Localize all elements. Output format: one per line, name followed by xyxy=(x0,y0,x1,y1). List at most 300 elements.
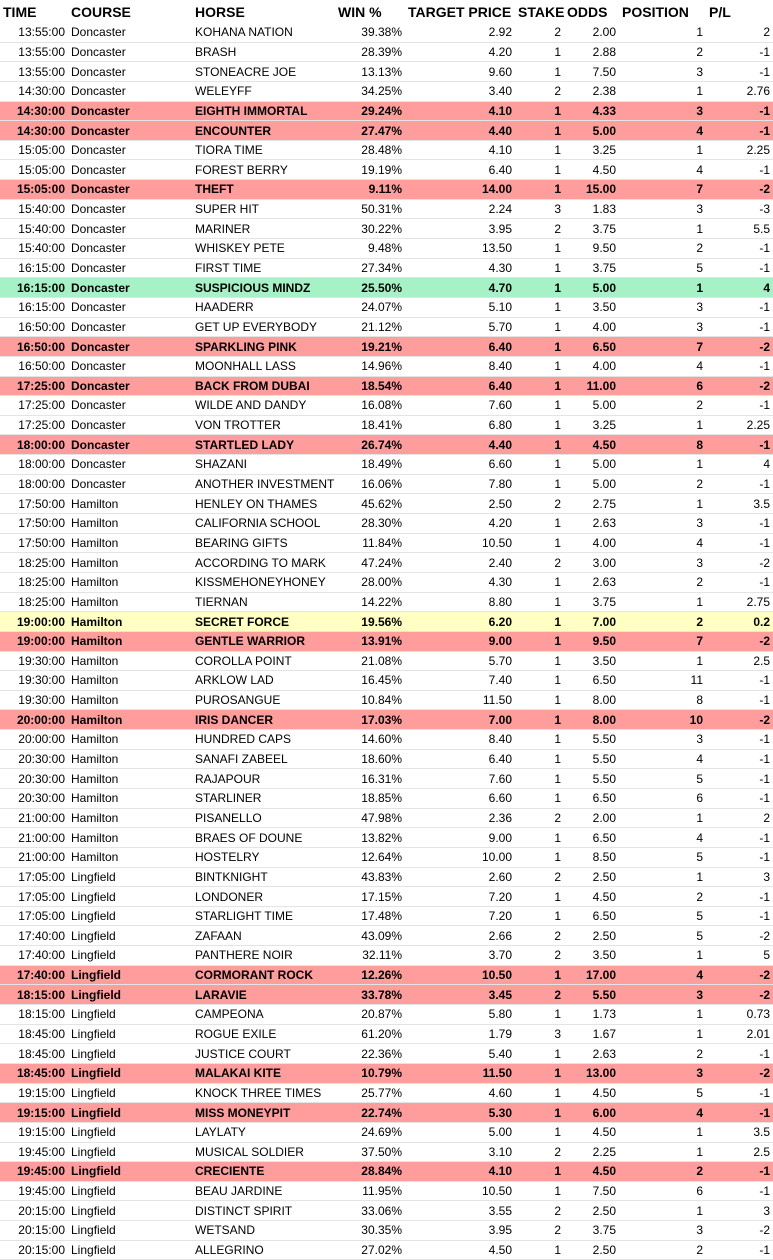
target-price-cell: 3.45 xyxy=(488,987,512,1002)
course-cell: Doncaster xyxy=(71,162,126,177)
table-row xyxy=(0,985,773,1005)
target-price-cell: 10.50 xyxy=(481,535,512,550)
pl-cell: 3.5 xyxy=(753,496,770,511)
time-cell: 19:30:00 xyxy=(18,653,65,668)
win-cell: 28.00% xyxy=(361,575,402,590)
horse-cell: EIGHTH IMMORTAL xyxy=(195,103,308,118)
odds-cell: 8.50 xyxy=(592,850,616,865)
horse-cell: JUSTICE COURT xyxy=(195,1046,291,1061)
target-price-cell: 10.00 xyxy=(481,850,512,865)
win-cell: 22.74% xyxy=(361,1105,402,1120)
pl-cell: -1 xyxy=(759,752,770,767)
time-cell: 17:40:00 xyxy=(18,928,65,943)
target-price-cell: 11.50 xyxy=(482,693,512,708)
table-row xyxy=(0,572,773,592)
win-cell: 21.08% xyxy=(361,653,402,668)
time-cell: 14:30:00 xyxy=(16,103,65,118)
pl-cell: 2.5 xyxy=(753,1144,770,1159)
pl-cell: 3.5 xyxy=(753,1125,770,1140)
target-price-cell: 5.70 xyxy=(488,319,512,334)
win-cell: 50.31% xyxy=(361,202,402,217)
stake-cell: 1 xyxy=(554,575,561,590)
stake-cell: 1 xyxy=(554,123,561,138)
course-cell: Doncaster xyxy=(71,300,126,315)
table-row xyxy=(0,1201,773,1221)
odds-cell: 5.50 xyxy=(592,732,616,747)
pl-cell: -1 xyxy=(759,437,770,452)
time-cell: 20:30:00 xyxy=(18,752,65,767)
time-cell: 18:25:00 xyxy=(18,555,65,570)
table-row xyxy=(0,258,773,278)
time-cell: 18:45:00 xyxy=(18,1026,65,1041)
course-cell: Lingfield xyxy=(71,1085,116,1100)
course-cell: Hamilton xyxy=(71,555,119,570)
time-cell: 17:25:00 xyxy=(18,398,65,413)
time-cell: 17:05:00 xyxy=(18,869,65,884)
target-price-cell: 2.92 xyxy=(488,25,512,40)
position-cell: 3 xyxy=(696,300,703,315)
stake-cell: 1 xyxy=(554,162,561,177)
table-row xyxy=(0,867,773,887)
stake-cell: 1 xyxy=(554,1164,561,1179)
horse-cell: BEAU JARDINE xyxy=(195,1184,283,1199)
course-cell: Hamilton xyxy=(71,634,123,649)
horse-cell: SANAFI ZABEEL xyxy=(195,752,288,767)
horse-cell: SUPER HIT xyxy=(195,202,260,217)
time-cell: 17:40:00 xyxy=(16,968,65,983)
table-row xyxy=(0,671,773,691)
table-row xyxy=(0,239,773,259)
table-row xyxy=(0,828,773,848)
course-cell: Lingfield xyxy=(71,869,116,884)
win-cell: 43.83% xyxy=(361,869,402,884)
win-cell: 18.60% xyxy=(361,752,402,767)
course-cell: Doncaster xyxy=(71,44,126,59)
win-cell: 26.74% xyxy=(361,437,402,452)
horse-cell: WETSAND xyxy=(195,1223,255,1238)
odds-cell: 4.33 xyxy=(592,103,616,118)
target-price-cell: 6.60 xyxy=(488,457,512,472)
position-cell: 5 xyxy=(696,771,703,786)
time-cell: 16:15:00 xyxy=(16,280,65,295)
position-cell: 7 xyxy=(696,182,703,197)
stake-cell: 1 xyxy=(554,477,561,492)
horse-cell: HENLEY ON THAMES xyxy=(195,496,318,511)
stake-cell: 2 xyxy=(554,496,561,511)
time-cell: 16:15:00 xyxy=(18,261,65,275)
win-cell: 16.45% xyxy=(361,673,402,688)
time-cell: 13:55:00 xyxy=(18,44,65,59)
position-cell: 3 xyxy=(696,555,703,570)
course-cell: Doncaster xyxy=(71,457,126,472)
pl-cell: -2 xyxy=(759,712,770,727)
pl-cell: -1 xyxy=(759,909,770,924)
odds-cell: 15.00 xyxy=(585,182,616,197)
position-cell: 2 xyxy=(696,241,703,256)
target-price-cell: 4.70 xyxy=(488,280,512,295)
horse-cell: SPARKLING PINK xyxy=(195,339,297,354)
pl-cell: -1 xyxy=(759,359,770,374)
table-row xyxy=(0,1221,773,1241)
course-cell: Lingfield xyxy=(71,1046,116,1061)
table-row xyxy=(0,1103,773,1123)
win-cell: 32.11% xyxy=(362,948,402,963)
horse-cell: TIERNAN xyxy=(195,594,248,609)
horse-cell: WELEYFF xyxy=(195,84,252,99)
position-cell: 1 xyxy=(696,948,703,963)
horse-cell: WHISKEY PETE xyxy=(195,241,285,256)
stake-cell: 1 xyxy=(554,850,561,865)
position-cell: 1 xyxy=(696,143,703,158)
odds-cell: 2.38 xyxy=(592,84,616,99)
horse-cell: ROGUE EXILE xyxy=(195,1026,277,1041)
pl-cell: -1 xyxy=(759,319,770,334)
pl-cell: 0.73 xyxy=(746,1007,770,1022)
position-cell: 7 xyxy=(696,634,703,649)
win-cell: 22.36% xyxy=(361,1046,402,1061)
odds-cell: 3.50 xyxy=(592,653,616,668)
course-cell: Lingfield xyxy=(71,948,116,963)
odds-cell: 4.00 xyxy=(592,359,616,374)
position-cell: 4 xyxy=(696,162,703,177)
target-price-cell: 2.50 xyxy=(488,496,512,511)
position-cell: 2 xyxy=(696,477,703,492)
course-cell: Lingfield xyxy=(71,1105,121,1120)
odds-cell: 3.75 xyxy=(592,594,616,609)
target-price-cell: 6.40 xyxy=(488,339,512,354)
win-cell: 14.60% xyxy=(361,732,402,747)
target-price-cell: 3.70 xyxy=(488,948,512,963)
table-row xyxy=(0,906,773,926)
table-row xyxy=(0,1083,773,1103)
win-cell: 12.26% xyxy=(361,968,402,983)
odds-cell: 6.50 xyxy=(592,791,616,806)
stake-cell: 1 xyxy=(554,261,561,275)
win-cell: 27.47% xyxy=(361,123,402,138)
horse-cell: FIRST TIME xyxy=(195,261,262,275)
pl-cell: -2 xyxy=(759,1223,770,1238)
time-cell: 14:30:00 xyxy=(16,123,65,138)
win-cell: 37.50% xyxy=(361,1144,402,1159)
win-cell: 43.09% xyxy=(361,928,402,943)
target-price-cell: 4.40 xyxy=(488,123,512,138)
odds-cell: 5.00 xyxy=(592,457,616,472)
stake-cell: 1 xyxy=(554,319,561,334)
position-cell: 10 xyxy=(689,712,703,727)
course-cell: Lingfield xyxy=(71,1164,121,1179)
table-row xyxy=(0,749,773,769)
position-cell: 2 xyxy=(696,614,703,629)
target-price-cell: 5.10 xyxy=(488,300,512,315)
pl-cell: -1 xyxy=(759,516,770,531)
odds-cell: 2.50 xyxy=(592,869,616,884)
odds-cell: 7.50 xyxy=(592,64,616,79)
win-cell: 47.24% xyxy=(361,555,402,570)
position-cell: 4 xyxy=(696,830,703,845)
horse-cell: KISSMEHONEYHONEY xyxy=(195,575,326,590)
win-cell: 24.69% xyxy=(361,1125,402,1140)
pl-cell: -1 xyxy=(759,162,770,177)
time-cell: 15:05:00 xyxy=(16,182,65,197)
course-cell: Hamilton xyxy=(71,752,119,767)
course-cell: Lingfield xyxy=(71,1066,121,1081)
stake-cell: 2 xyxy=(554,84,561,99)
time-cell: 15:40:00 xyxy=(18,221,65,236)
time-cell: 19:00:00 xyxy=(16,614,65,629)
position-cell: 5 xyxy=(696,1085,703,1100)
course-cell: Hamilton xyxy=(71,673,119,688)
position-cell: 3 xyxy=(696,202,703,217)
time-cell: 18:15:00 xyxy=(16,987,65,1002)
horse-cell: KNOCK THREE TIMES xyxy=(195,1085,322,1100)
stake-cell: 1 xyxy=(554,909,561,924)
table-row xyxy=(0,788,773,808)
odds-cell: 6.50 xyxy=(592,830,616,845)
win-cell: 18.54% xyxy=(361,378,402,393)
position-cell: 1 xyxy=(696,84,703,99)
win-cell: 28.48% xyxy=(361,143,402,158)
stake-cell: 1 xyxy=(554,634,561,649)
course-cell: Doncaster xyxy=(71,143,126,158)
table-row xyxy=(0,42,773,62)
header-course: COURSE xyxy=(68,0,192,23)
target-price-cell: 6.80 xyxy=(488,418,512,433)
win-cell: 13.91% xyxy=(361,634,402,649)
stake-cell: 1 xyxy=(554,516,561,531)
stake-cell: 2 xyxy=(554,948,561,963)
horse-cell: BRASH xyxy=(195,44,237,59)
win-cell: 19.56% xyxy=(361,614,402,629)
table-row xyxy=(0,847,773,867)
horse-cell: ENCOUNTER xyxy=(195,123,272,138)
stake-cell: 1 xyxy=(554,968,561,983)
win-cell: 30.35% xyxy=(361,1223,402,1238)
odds-cell: 6.00 xyxy=(592,1105,616,1120)
time-cell: 20:15:00 xyxy=(18,1243,65,1258)
stake-cell: 2 xyxy=(554,555,561,570)
course-cell: Doncaster xyxy=(71,221,126,236)
target-price-cell: 6.60 xyxy=(488,791,512,806)
table-row xyxy=(0,140,773,160)
time-cell: 19:45:00 xyxy=(18,1184,65,1199)
course-cell: Lingfield xyxy=(71,968,121,983)
header-odds: ODDS xyxy=(564,0,619,23)
odds-cell: 3.25 xyxy=(592,143,616,158)
odds-cell: 3.50 xyxy=(592,948,616,963)
horse-cell: BACK FROM DUBAI xyxy=(195,378,310,393)
table-row xyxy=(0,199,773,219)
stake-cell: 1 xyxy=(554,378,561,393)
horse-cell: TIORA TIME xyxy=(195,143,263,158)
win-cell: 13.82% xyxy=(361,830,402,845)
table-body xyxy=(0,23,773,1260)
stake-cell: 1 xyxy=(554,1105,561,1120)
pl-cell: -1 xyxy=(759,535,770,550)
odds-cell: 4.50 xyxy=(592,437,616,452)
target-price-cell: 9.00 xyxy=(488,634,512,649)
pl-cell: -1 xyxy=(759,850,770,865)
horse-cell: ALLEGRINO xyxy=(195,1243,264,1258)
stake-cell: 1 xyxy=(554,535,561,550)
table-row xyxy=(0,121,773,141)
win-cell: 30.22% xyxy=(361,221,402,236)
odds-cell: 3.75 xyxy=(592,261,616,275)
stake-cell: 1 xyxy=(554,1184,561,1199)
time-cell: 17:25:00 xyxy=(16,378,65,393)
win-cell: 61.20% xyxy=(361,1026,402,1041)
stake-cell: 1 xyxy=(554,457,561,472)
win-cell: 47.98% xyxy=(361,810,402,825)
time-cell: 17:25:00 xyxy=(18,418,65,433)
stake-cell: 2 xyxy=(554,1144,561,1159)
position-cell: 6 xyxy=(696,1184,703,1199)
header-target-price: TARGET PRICE xyxy=(405,0,515,23)
stake-cell: 1 xyxy=(554,1066,561,1081)
table-row xyxy=(0,651,773,671)
stake-cell: 3 xyxy=(554,202,561,217)
position-cell: 2 xyxy=(696,889,703,904)
odds-cell: 9.50 xyxy=(592,241,616,256)
target-price-cell: 2.60 xyxy=(488,869,512,884)
horse-cell: PISANELLO xyxy=(195,810,262,825)
win-cell: 27.02% xyxy=(361,1243,402,1258)
header-horse: HORSE xyxy=(192,0,335,23)
course-cell: Hamilton xyxy=(71,850,119,865)
stake-cell: 2 xyxy=(554,1223,561,1238)
horse-cell: STARLINER xyxy=(195,791,262,806)
course-cell: Doncaster xyxy=(71,202,126,217)
position-cell: 4 xyxy=(696,752,703,767)
course-cell: Hamilton xyxy=(71,575,119,590)
horse-cell: VON TROTTER xyxy=(195,418,281,433)
win-cell: 19.21% xyxy=(361,339,402,354)
position-cell: 3 xyxy=(696,516,703,531)
horse-cell: HAADERR xyxy=(195,300,254,315)
table-row xyxy=(0,317,773,337)
horse-cell: RAJAPOUR xyxy=(195,771,261,786)
table-row xyxy=(0,62,773,82)
target-price-cell: 3.40 xyxy=(488,84,512,99)
time-cell: 19:00:00 xyxy=(16,634,65,649)
horse-cell: FOREST BERRY xyxy=(195,162,288,177)
position-cell: 11 xyxy=(690,673,703,688)
stake-cell: 1 xyxy=(554,830,561,845)
table-row xyxy=(0,376,773,396)
pl-cell: -1 xyxy=(759,300,770,315)
stake-cell: 1 xyxy=(554,359,561,374)
position-cell: 3 xyxy=(696,732,703,747)
position-cell: 5 xyxy=(696,909,703,924)
pl-cell: -2 xyxy=(759,1066,770,1081)
target-price-cell: 2.24 xyxy=(488,202,512,217)
time-cell: 14:30:00 xyxy=(18,84,65,99)
win-cell: 13.13% xyxy=(361,64,402,79)
table-row xyxy=(0,1063,773,1083)
win-cell: 17.48% xyxy=(361,909,402,924)
horse-cell: BRAES OF DOUNE xyxy=(195,830,303,845)
course-cell: Doncaster xyxy=(71,64,126,79)
pl-cell: -1 xyxy=(759,575,770,590)
stake-cell: 2 xyxy=(554,928,561,943)
odds-cell: 3.75 xyxy=(592,221,616,236)
target-price-cell: 6.40 xyxy=(488,752,512,767)
course-cell: Doncaster xyxy=(71,182,130,197)
win-cell: 19.19% xyxy=(361,162,402,177)
position-cell: 8 xyxy=(696,437,703,452)
target-price-cell: 13.50 xyxy=(481,241,512,256)
win-cell: 27.34% xyxy=(361,261,402,275)
pl-cell: -1 xyxy=(759,732,770,747)
target-price-cell: 2.66 xyxy=(488,928,512,943)
win-cell: 25.77% xyxy=(361,1085,402,1100)
stake-cell: 1 xyxy=(554,732,561,747)
stake-cell: 1 xyxy=(554,1243,561,1258)
odds-cell: 2.00 xyxy=(592,810,616,825)
win-cell: 14.96% xyxy=(361,359,402,374)
table-row xyxy=(0,415,773,435)
target-price-cell: 3.55 xyxy=(488,1203,512,1218)
target-price-cell: 11.50 xyxy=(482,1066,512,1081)
time-cell: 21:00:00 xyxy=(18,850,65,865)
pl-cell: -1 xyxy=(759,477,770,492)
target-price-cell: 5.80 xyxy=(488,1007,512,1022)
horse-cell: WILDE AND DANDY xyxy=(195,398,307,413)
win-cell: 9.48% xyxy=(367,241,402,256)
horse-cell: STONEACRE JOE xyxy=(195,64,297,79)
stake-cell: 1 xyxy=(554,594,561,609)
odds-cell: 2.88 xyxy=(592,44,616,59)
target-price-cell: 5.00 xyxy=(488,1125,512,1140)
table-row xyxy=(0,435,773,455)
header-stake: STAKE xyxy=(515,0,564,23)
odds-cell: 6.50 xyxy=(592,339,616,354)
course-cell: Lingfield xyxy=(71,928,116,943)
position-cell: 1 xyxy=(696,1203,703,1218)
target-price-cell: 7.20 xyxy=(488,909,512,924)
target-price-cell: 3.95 xyxy=(488,1223,512,1238)
time-cell: 17:05:00 xyxy=(18,909,65,924)
position-cell: 5 xyxy=(696,261,703,275)
pl-cell: -2 xyxy=(759,634,770,649)
target-price-cell: 10.50 xyxy=(481,968,512,983)
time-cell: 20:15:00 xyxy=(18,1203,65,1218)
odds-cell: 13.00 xyxy=(585,1066,616,1081)
stake-cell: 2 xyxy=(554,221,561,236)
odds-cell: 2.75 xyxy=(592,496,616,511)
horse-cell: MOONHALL LASS xyxy=(195,359,296,374)
course-cell: Doncaster xyxy=(71,123,130,138)
time-cell: 17:50:00 xyxy=(18,496,65,511)
position-cell: 3 xyxy=(696,1223,703,1238)
odds-cell: 5.50 xyxy=(592,752,616,767)
position-cell: 1 xyxy=(696,1007,703,1022)
pl-cell: -2 xyxy=(759,968,770,983)
odds-cell: 4.00 xyxy=(592,319,616,334)
pl-cell: -1 xyxy=(759,693,770,708)
odds-cell: 9.50 xyxy=(592,634,616,649)
position-cell: 1 xyxy=(696,496,703,511)
win-cell: 10.84% xyxy=(361,693,402,708)
pl-cell: -2 xyxy=(759,378,770,393)
stake-cell: 3 xyxy=(554,1026,561,1041)
win-cell: 9.11% xyxy=(368,182,402,197)
horse-cell: HOSTELRY xyxy=(195,850,260,865)
stake-cell: 1 xyxy=(554,1007,561,1022)
target-price-cell: 5.70 xyxy=(488,653,512,668)
win-cell: 33.06% xyxy=(361,1203,402,1218)
table-row xyxy=(0,494,773,514)
table-row xyxy=(0,1122,773,1142)
